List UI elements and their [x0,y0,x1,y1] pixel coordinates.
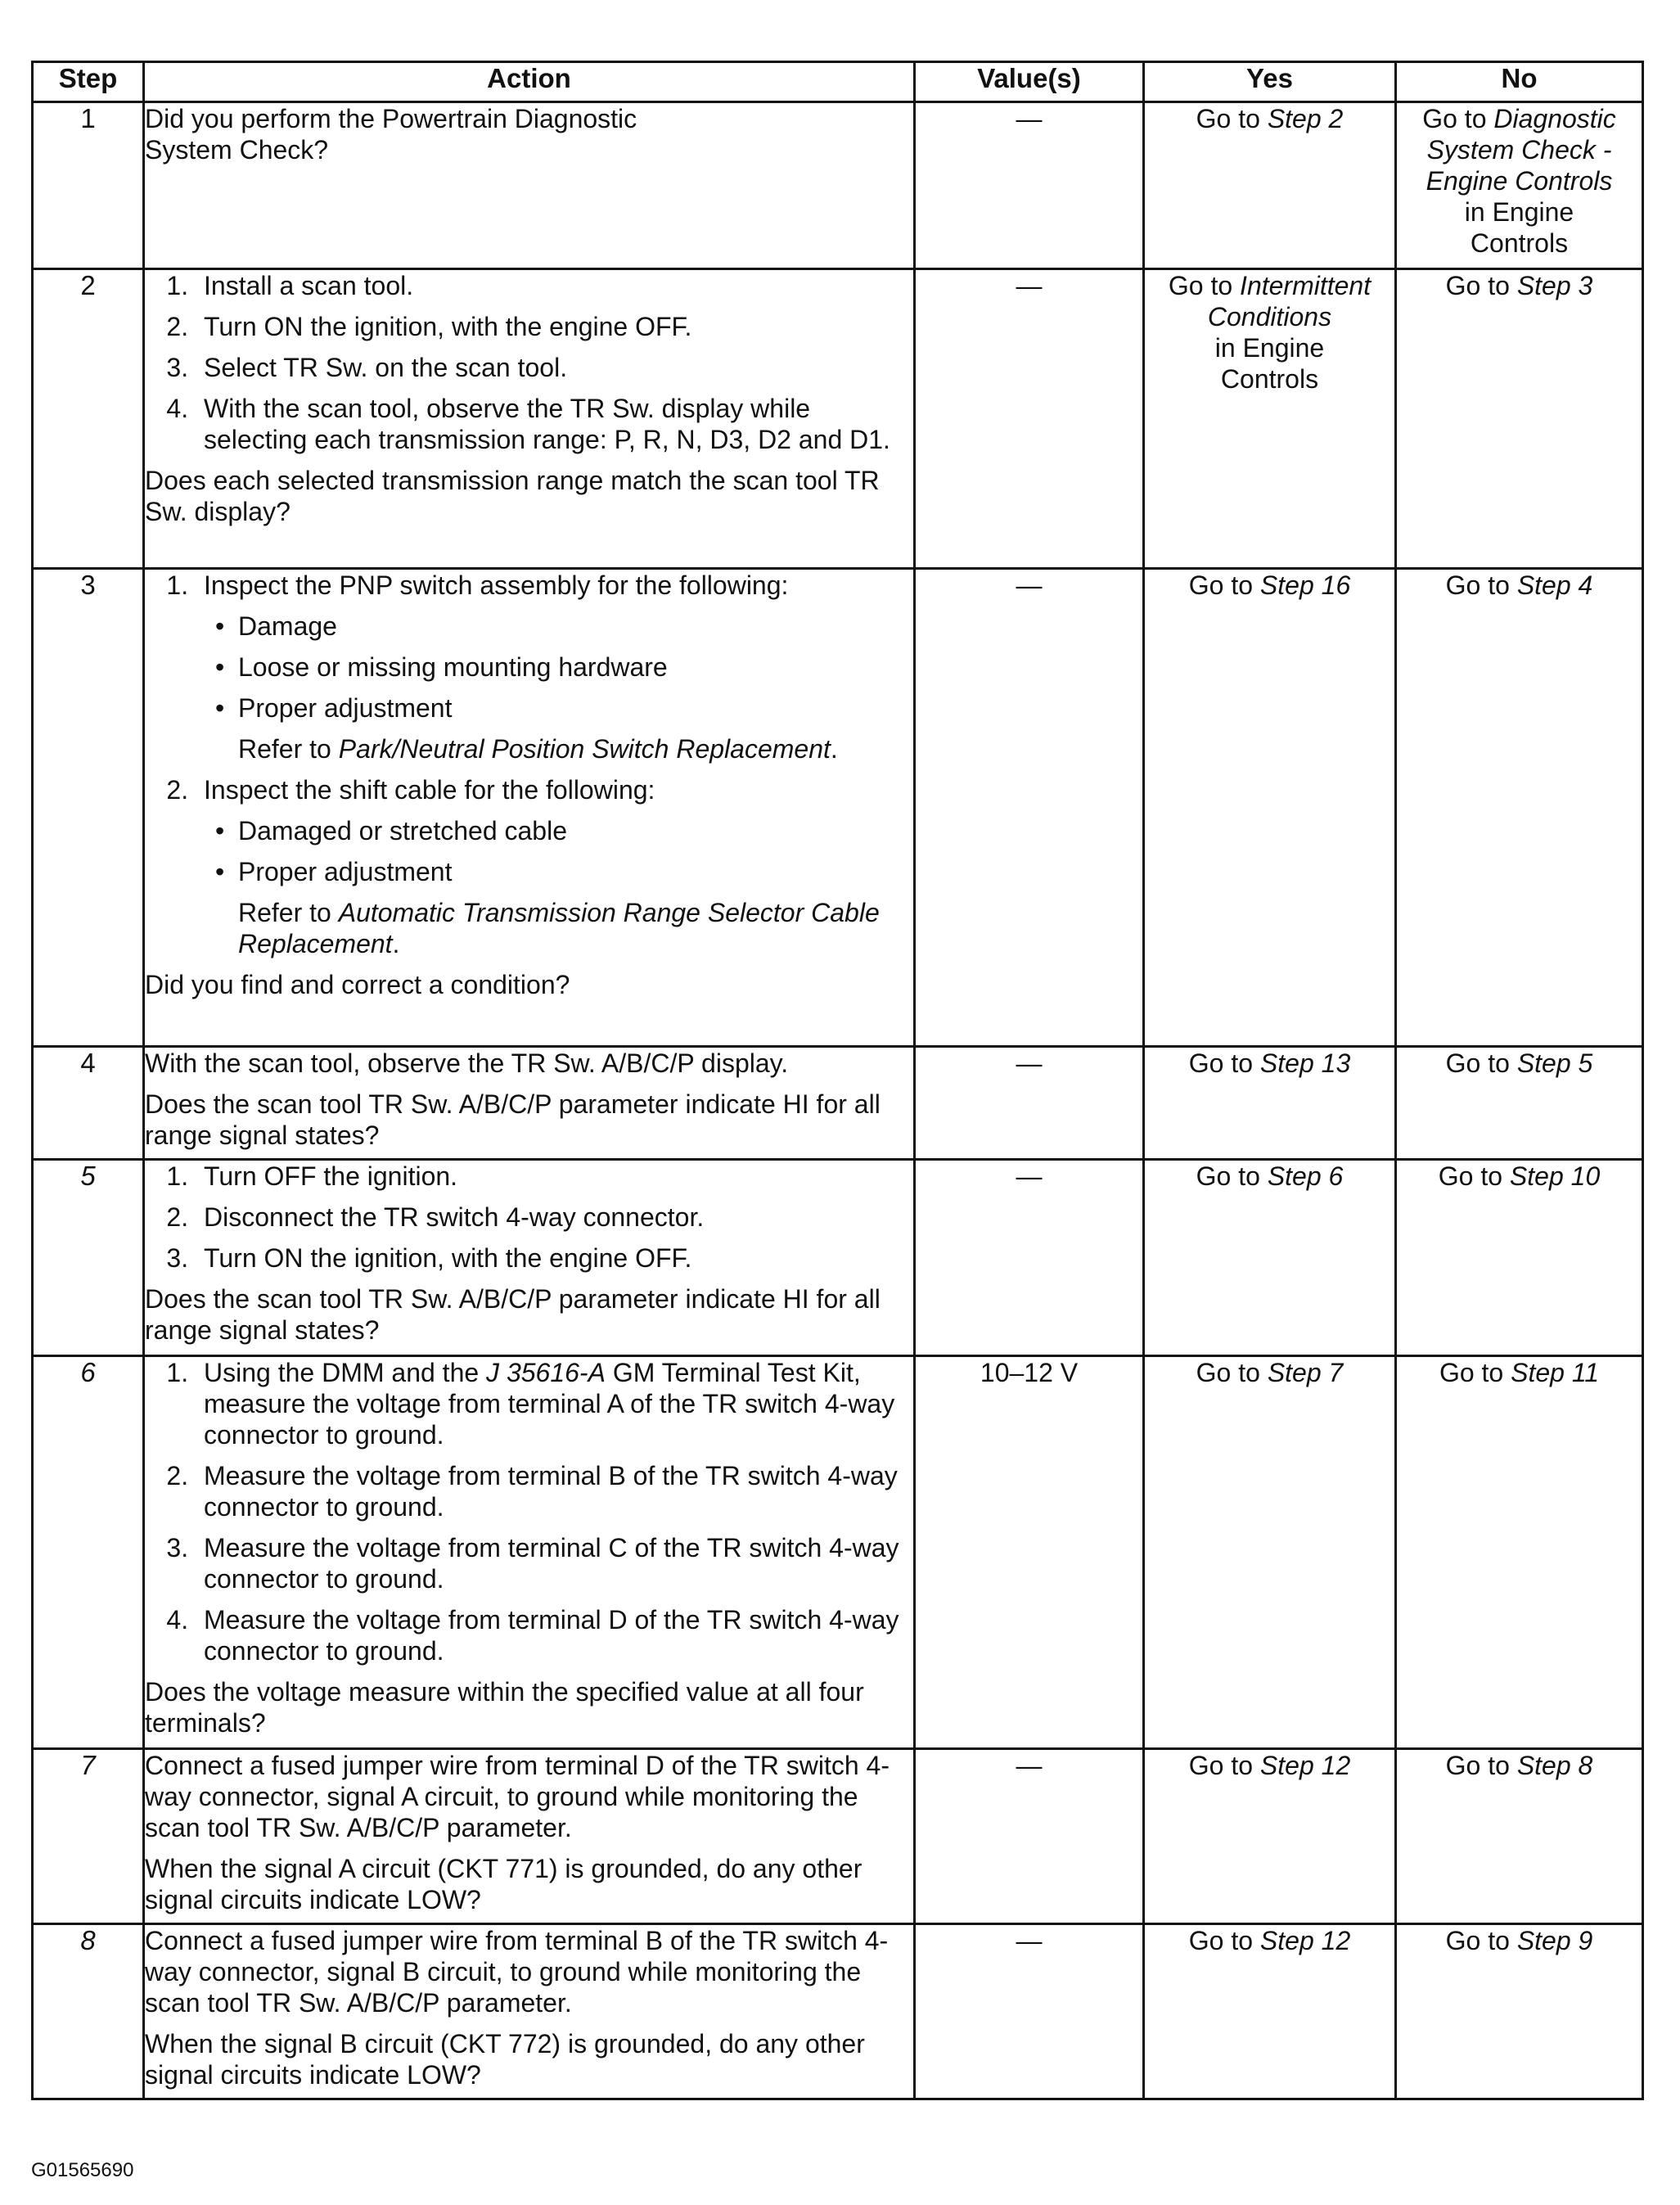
diagnostic-document [31,61,1642,2100]
yes-link[interactable]: Intermittent Conditions [1207,271,1371,331]
action-cell [144,269,915,569]
action-question: Does the voltage measure within the specified value at all four terminals? [145,1677,864,1738]
action-question: Does the scan tool TR Sw. A/B/C/P parameter indicate HI for all range signal states? [145,1089,881,1150]
refer-prefix: Refer to [238,734,339,764]
yes-prefix: Go to [1188,570,1260,600]
bullet-item: • Damaged or stretched cable [238,815,913,846]
yes-link[interactable]: Step 12 [1259,1751,1351,1780]
no-link[interactable]: Step 4 [1516,570,1593,600]
no-cell [1396,569,1643,1047]
no-prefix: Go to [1422,104,1494,133]
header-row [33,62,1643,102]
action-steps [145,1357,913,1666]
bullet-list [204,815,913,887]
refer-note: Refer to Park/Neutral Position Switch Replacement. [238,734,838,764]
yes-prefix: Go to [1168,271,1241,300]
yes-link[interactable]: Step 12 [1259,1926,1351,1955]
value-cell: — [915,102,1144,269]
step-number: 1 [33,102,144,269]
no-link[interactable]: Step 9 [1516,1926,1593,1955]
refer-prefix: Refer to [238,898,339,927]
value-cell: — [915,1924,1144,2099]
action-question: Does each selected transmission range match the scan tool TR Sw. display? [145,466,880,526]
tool-reference: J 35616-A [486,1358,606,1387]
yes-cell [1144,1160,1396,1356]
no-cell [1396,1160,1643,1356]
bullet-item: • Damage [238,611,913,642]
action-question: Did you perform the Powertrain Diagnostic System Check? [145,104,637,165]
step-number: 4 [33,1047,144,1160]
table-row [33,1356,1643,1749]
action-step: 3. Select TR Sw. on the scan tool. [196,352,913,383]
action-step-text: Using the DMM and the [204,1358,487,1387]
step-number: 8 [33,1924,144,2099]
step-number: 2 [33,269,144,569]
action-step: 3. Measure the voltage from terminal C of the TR switch 4-way connector to ground. [196,1532,913,1594]
no-cell [1396,1047,1643,1160]
no-prefix: Go to [1445,570,1517,600]
no-cell [1396,1356,1643,1749]
action-step: 2. Turn ON the ignition, with the engine OFF. [196,311,913,342]
action-question: Does the scan tool TR Sw. A/B/C/P parameter indicate HI for all range signal states? [145,1284,881,1345]
value-cell: — [915,1749,1144,1924]
action-cell [144,1356,915,1749]
action-question: When the signal A circuit (CKT 771) is grounded, do any other signal circuits indicate LOW? [145,1854,863,1914]
table-row [33,102,1643,269]
no-cell [1396,269,1643,569]
action-step: 1. Install a scan tool. [196,270,913,301]
value-cell: — [915,269,1144,569]
refer-link[interactable]: Park/Neutral Position Switch Replacement [338,734,831,764]
no-prefix: Go to [1445,271,1517,300]
yes-prefix: Go to [1188,1751,1260,1780]
header-no: No [1396,62,1643,102]
no-link[interactable]: Step 8 [1516,1751,1593,1780]
yes-link[interactable]: Step 7 [1267,1358,1344,1387]
value-cell: — [915,569,1144,1047]
step-number: 3 [33,569,144,1047]
yes-prefix: Go to [1188,1048,1260,1078]
yes-link[interactable]: Step 2 [1267,104,1344,133]
header-step: Step [33,62,144,102]
action-step [196,570,913,764]
step-number: 6 [33,1356,144,1749]
value-cell: — [915,1047,1144,1160]
bullet-item: • Proper adjustment [238,692,913,724]
yes-cell [1144,1924,1396,2099]
no-prefix: Go to [1439,1358,1511,1387]
step-number: 5 [33,1160,144,1356]
yes-suffix: in Engine Controls [1214,333,1325,394]
no-link[interactable]: Diagnostic System Check - Engine Controls [1426,104,1616,196]
yes-link[interactable]: Step 16 [1259,570,1351,600]
action-step: 4. Measure the voltage from terminal D of the TR switch 4-way connector to ground. [196,1604,913,1666]
yes-link[interactable]: Step 13 [1259,1048,1351,1078]
no-link[interactable]: Step 3 [1516,271,1593,300]
yes-cell [1144,1356,1396,1749]
action-cell [144,569,915,1047]
header-action: Action [144,62,915,102]
action-cell [144,1749,915,1924]
header-yes: Yes [1144,62,1396,102]
action-step [196,1357,913,1450]
value-cell: 10–12 V [915,1356,1144,1749]
no-link[interactable]: Step 11 [1511,1358,1600,1387]
bullet-item: • Proper adjustment [238,856,913,887]
no-prefix: Go to [1445,1926,1517,1955]
action-step-text: Inspect the shift cable for the following: [204,775,655,805]
action-step-text: Inspect the PNP switch assembly for the following: [204,570,789,600]
no-cell [1396,102,1643,269]
action-question: When the signal B circuit (CKT 772) is grounded, do any other signal circuits indicate LOW? [145,2029,865,2090]
no-link[interactable]: Step 10 [1509,1161,1601,1191]
table-row [33,569,1643,1047]
refer-note: Refer to Automatic Transmission Range Selector Cable Replacement. [238,898,880,958]
action-step: 4. With the scan tool, observe the TR Sw. display while selecting each transmission range: P, R, N, D3, D2 and D1. [196,393,913,455]
no-cell [1396,1749,1643,1924]
yes-cell [1144,102,1396,269]
no-suffix: in Engine Controls [1464,197,1574,258]
no-cell [1396,1924,1643,2099]
yes-cell [1144,1749,1396,1924]
action-text: Connect a fused jumper wire from terminal D of the TR switch 4-way connector, signal A circuit, to ground while monitoring the scan tool TR Sw. A/B/C/P parameter. [145,1751,890,1842]
yes-prefix: Go to [1196,104,1268,133]
no-link[interactable]: Step 5 [1516,1048,1593,1078]
no-prefix: Go to [1438,1161,1510,1191]
action-steps [145,1161,913,1274]
action-cell [144,102,915,269]
yes-prefix: Go to [1196,1161,1268,1191]
action-step-text: GM Terminal Test Kit, measure the voltage from terminal A of the TR switch 4-way connector to ground. [204,1358,895,1450]
action-cell [144,1047,915,1160]
figure-id: G01565690 [31,2159,134,2181]
yes-cell [1144,1047,1396,1160]
action-step: 1. Turn OFF the ignition. [196,1161,913,1192]
header-values: Value(s) [915,62,1144,102]
refer-link[interactable]: Automatic Transmission Range Selector Cable Replacement [238,898,880,958]
no-prefix: Go to [1445,1048,1517,1078]
yes-cell [1144,269,1396,569]
action-steps [145,570,913,959]
table-row [33,1749,1643,1924]
action-step: 3. Turn ON the ignition, with the engine OFF. [196,1242,913,1274]
table-row [33,269,1643,569]
yes-prefix: Go to [1188,1926,1260,1955]
action-cell [144,1924,915,2099]
action-question: Did you find and correct a condition? [145,970,570,999]
bullet-item: • Loose or missing mounting hardware [238,652,913,683]
action-steps [145,270,913,455]
step-number: 7 [33,1749,144,1924]
diagnostic-table [31,61,1644,2100]
action-step: 2. Disconnect the TR switch 4-way connector. [196,1202,913,1233]
no-prefix: Go to [1445,1751,1517,1780]
table-row [33,1047,1643,1160]
yes-link[interactable]: Step 6 [1267,1161,1344,1191]
action-step: 2. Measure the voltage from terminal B of the TR switch 4-way connector to ground. [196,1460,913,1522]
table-row [33,1160,1643,1356]
action-step [196,774,913,959]
action-text: Connect a fused jumper wire from terminal B of the TR switch 4-way connector, signal B circuit, to ground while monitoring the scan tool TR Sw. A/B/C/P parameter. [145,1926,889,2018]
table-row [33,1924,1643,2099]
yes-cell [1144,569,1396,1047]
bullet-list [204,611,913,724]
value-cell: — [915,1160,1144,1356]
action-cell [144,1160,915,1356]
yes-prefix: Go to [1196,1358,1268,1387]
action-text: With the scan tool, observe the TR Sw. A/B/C/P display. [145,1048,789,1078]
